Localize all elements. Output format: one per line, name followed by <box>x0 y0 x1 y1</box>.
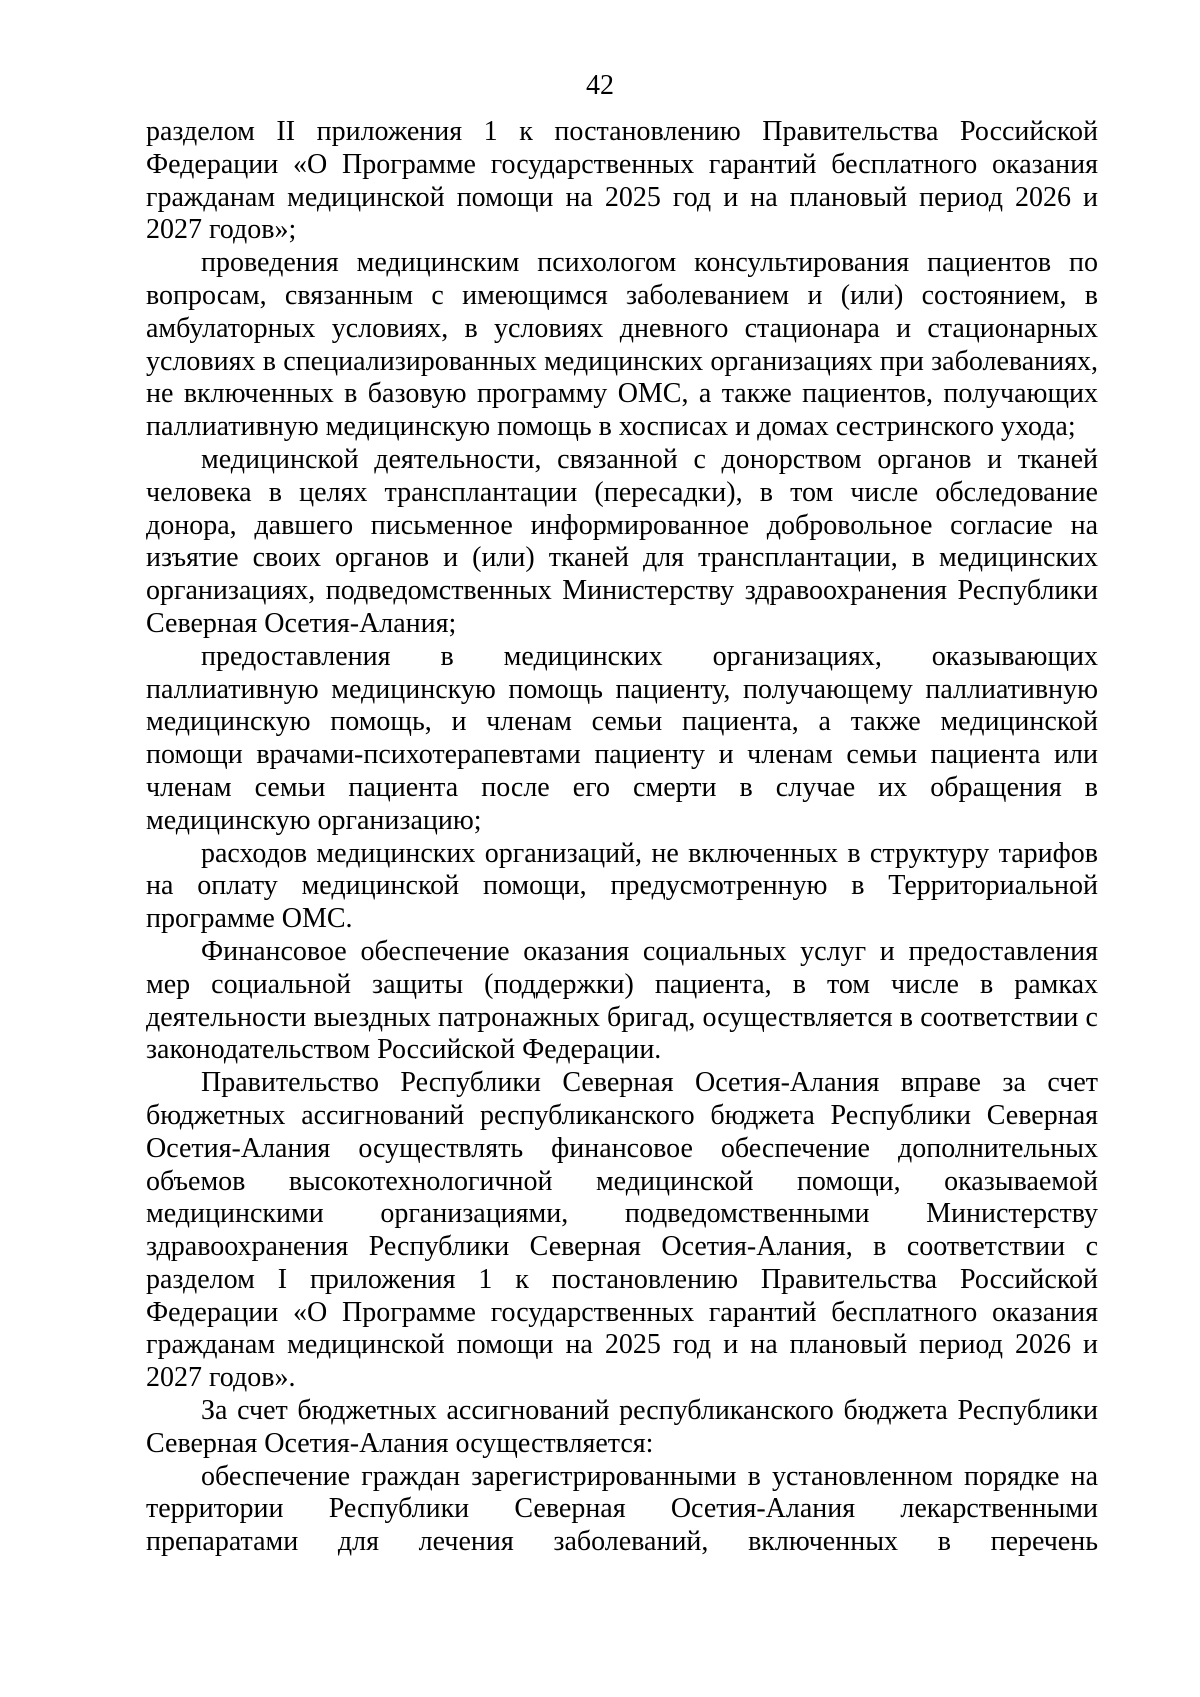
paragraph-5: расходов медицинских организаций, не включенных в структуру тарифов на оплату медицинской помощи, предусмотренную в Территориальной программе ОМС. <box>146 837 1098 935</box>
paragraph-8: За счет бюджетных ассигнований республиканского бюджета Республики Северная Осетия-Алания осуществляется: <box>146 1395 1098 1459</box>
paragraph-4: предоставления в медицинских организациях, оказывающих паллиативную медицинскую помощь пациенту, получающему паллиативную медицинскую помощь, и членам семьи пациента, а также медицинской помощи врачами-психотерапевтами пациенту и членам семьи пациента или членам семьи пациента после его смерти в случае их обращения в медицинскую организацию; <box>146 640 1098 836</box>
document-body <box>146 116 1098 1559</box>
paragraph-6: Финансовое обеспечение оказания социальных услуг и предоставления мер социальной защиты (поддержки) пациента, в том числе в рамках деятельности выездных патронажных бригад, осуществляется в соответствии с законодательством Российской Федерации. <box>146 935 1098 1066</box>
paragraph-9: обеспечение граждан зарегистрированными в установленном порядке на территории Республики Северная Осетия-Алания лекарственными препаратами для лечения заболеваний, включенных в перечень <box>146 1460 1098 1558</box>
paragraph-2: проведения медицинским психологом консультирования пациентов по вопросам, связанным с имеющимся заболеванием и (или) состоянием, в амбулаторных условиях, в условиях дневного стационара и стационарных условиях в специализированных медицинских организациях при заболеваниях, не включенных в базовую программу ОМС, а также пациентов, получающих паллиативную медицинскую помощь в хосписах и домах сестринского ухода; <box>146 247 1098 443</box>
paragraph-1: разделом II приложения 1 к постановлению Правительства Российской Федерации «О Программе государственных гарантий бесплатного оказания гражданам медицинской помощи на 2025 год и на плановый период 2026 и 2027 годов»; <box>146 116 1098 246</box>
page-number: 42 <box>586 70 614 101</box>
paragraph-7: Правительство Республики Северная Осетия-Алания вправе за счет бюджетных ассигнований республиканского бюджета Республики Северная Осетия-Алания осуществлять финансовое обеспечение дополнительных объемов высокотехнологичной медицинской помощи, оказываемой медицинскими организациями, подведомственными Министерству здравоохранения Республики Северная Осетия-Алания, в соответствии с разделом I приложения 1 к постановлению Правительства Российской Федерации «О Программе государственных гарантий бесплатного оказания гражданам медицинской помощи на 2025 год и на плановый период 2026 и 2027 годов». <box>146 1067 1098 1394</box>
paragraph-3: медицинской деятельности, связанной с донорством органов и тканей человека в целях трансплантации (пересадки), в том числе обследование донора, давшего письменное информированное добровольное согласие на изъятие своих органов и (или) тканей для трансплантации, в медицинских организациях, подведомственных Министерству здравоохранения Республики Северная Осетия-Алания; <box>146 443 1098 639</box>
